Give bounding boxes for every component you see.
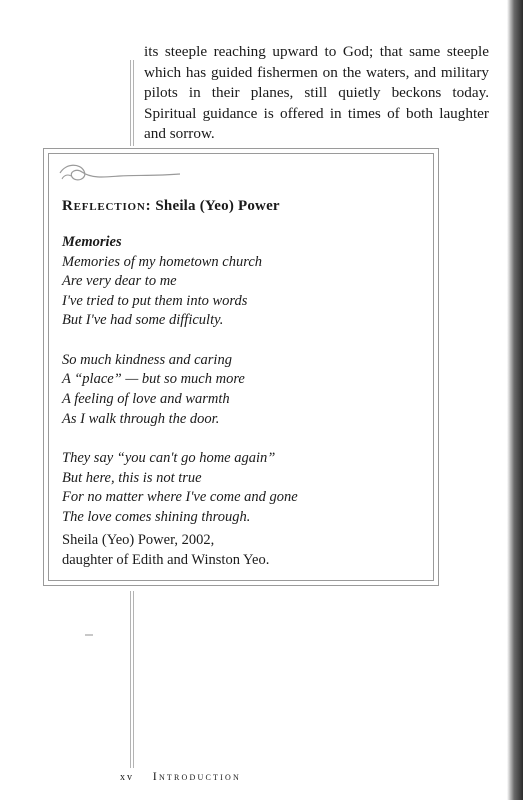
page-footer [120,769,241,784]
poem-stanza-3 [62,449,432,527]
attribution-line: daughter of Edith and Winston Yeo. [62,551,270,568]
attribution [62,531,269,570]
margin-rule-top [130,60,134,146]
reflection-label: Reflection: [62,198,152,214]
poem-stanza-2 [62,351,432,429]
poem-line: But I've had some difficulty. [62,312,224,329]
reflection-heading [62,198,280,215]
poem-line: Memories of my hometown church [62,253,263,270]
poem-line: I've tried to put them into words [62,292,248,309]
poem-line: For no matter where I've come and gone [62,489,298,506]
poem-line: A feeling of love and warmth [62,391,230,408]
attribution-line: Sheila (Yeo) Power, 2002, [62,532,215,548]
page-number: xv [120,772,134,783]
poem-title: Memories [62,234,122,250]
poem-line: So much kindness and caring [62,351,232,368]
poem-line: A “place” — but so much more [62,371,245,388]
reflection-author: Sheila (Yeo) Power [155,198,280,214]
poem-line: They say “you can't go home again” [62,450,276,467]
poem-stanza-1 [62,253,432,331]
poem [62,233,432,548]
poem-line: As I walk through the door. [62,410,220,427]
poem-line: But here, this is not true [62,469,202,486]
flourish-ornament-icon [58,159,182,187]
running-footer-section: Introduction [152,769,241,783]
intro-paragraph: its steeple reaching upward to God; that same steeple which has guided fishermen on the waters, and military pilots in their planes, still quietly beckons today. Spiritual guidance is offered in times of both laughter and sorrow. [144,43,489,143]
poem-line: Are very dear to me [62,273,177,290]
poem-line: The love comes shining through. [62,509,251,526]
page-edge-shadow [507,0,523,800]
paper-speck [85,634,93,636]
margin-rule-bottom [130,591,134,768]
